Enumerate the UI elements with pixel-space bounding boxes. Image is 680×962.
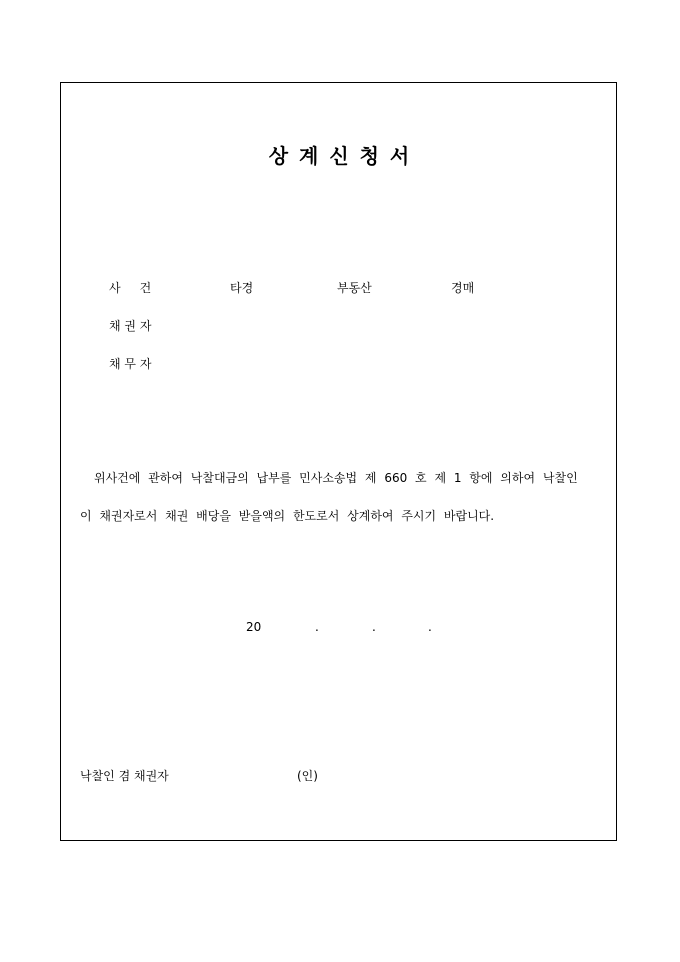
seal-mark: (인) [297, 769, 318, 783]
case-court: 타경 [230, 281, 254, 295]
date-dot-2: . [372, 620, 376, 634]
case-type: 부동산 [337, 281, 372, 295]
body-line-2: 이 채권자로서 채권 배당을 받을액의 한도로서 상계하여 주시기 바랍니다. [80, 509, 495, 523]
case-label: 사 건 [109, 281, 152, 295]
body-line-1: 위사건에 관하여 낙찰대금의 납부를 민사소송법 제 660 호 제 1 항에 의하여 낙찰인 [94, 471, 578, 485]
signer-label: 낙찰인 겸 채권자 [80, 769, 169, 783]
document-frame [60, 82, 617, 841]
case-kind: 경매 [451, 281, 475, 295]
date-dot-1: . [315, 620, 319, 634]
date-dot-3: . [428, 620, 432, 634]
creditor-label: 채 권 자 [109, 319, 152, 333]
debtor-label: 채 무 자 [109, 357, 152, 371]
date-year: 20 [246, 620, 262, 634]
document-title: 상 계 신 청 서 [268, 144, 412, 168]
